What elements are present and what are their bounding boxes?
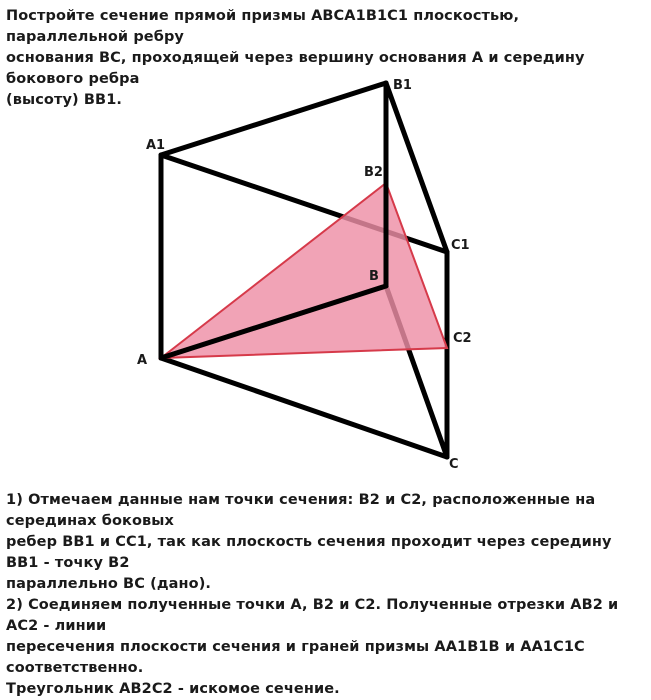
label-C2: C2 [453, 331, 472, 346]
label-B2: B2 [364, 165, 383, 180]
label-B: B [369, 269, 379, 284]
label-B1: B1 [393, 78, 412, 93]
solution-text [6, 490, 646, 700]
label-C1: C1 [451, 238, 470, 253]
edge-A-C [161, 358, 447, 457]
solution-step-2: 2) Соединяем полученные точки A, B2 и C2. Полученные отрезки AB2 и AC2 - линии пересечения плоскости сечения и граней призмы AA1B1B и AA1C1C соответственно. Треугольник AB2C2 - искомое сечение. [6, 597, 619, 697]
edge-A1-B1 [161, 83, 386, 155]
problem-statement: Постройте сечение прямой призмы ABCA1B1C1 плоскостью, параллельной ребру основания BC, проходящей через вершину основания A и середину бокового ребра (высоту) BB1. [6, 8, 585, 108]
label-A: A [137, 353, 148, 368]
label-C: C [449, 457, 459, 472]
section-triangle-AB2C2 [161, 183, 447, 358]
label-A1: A1 [146, 138, 166, 153]
solution-step-1: 1) Отмечаем данные нам точки сечения: B2 и C2, расположенные на серединах боковых ребер BB1 и CC1, так как плоскость сечения проходит через середину BB1 - точку B2 параллельно BC (дано). [6, 492, 612, 592]
